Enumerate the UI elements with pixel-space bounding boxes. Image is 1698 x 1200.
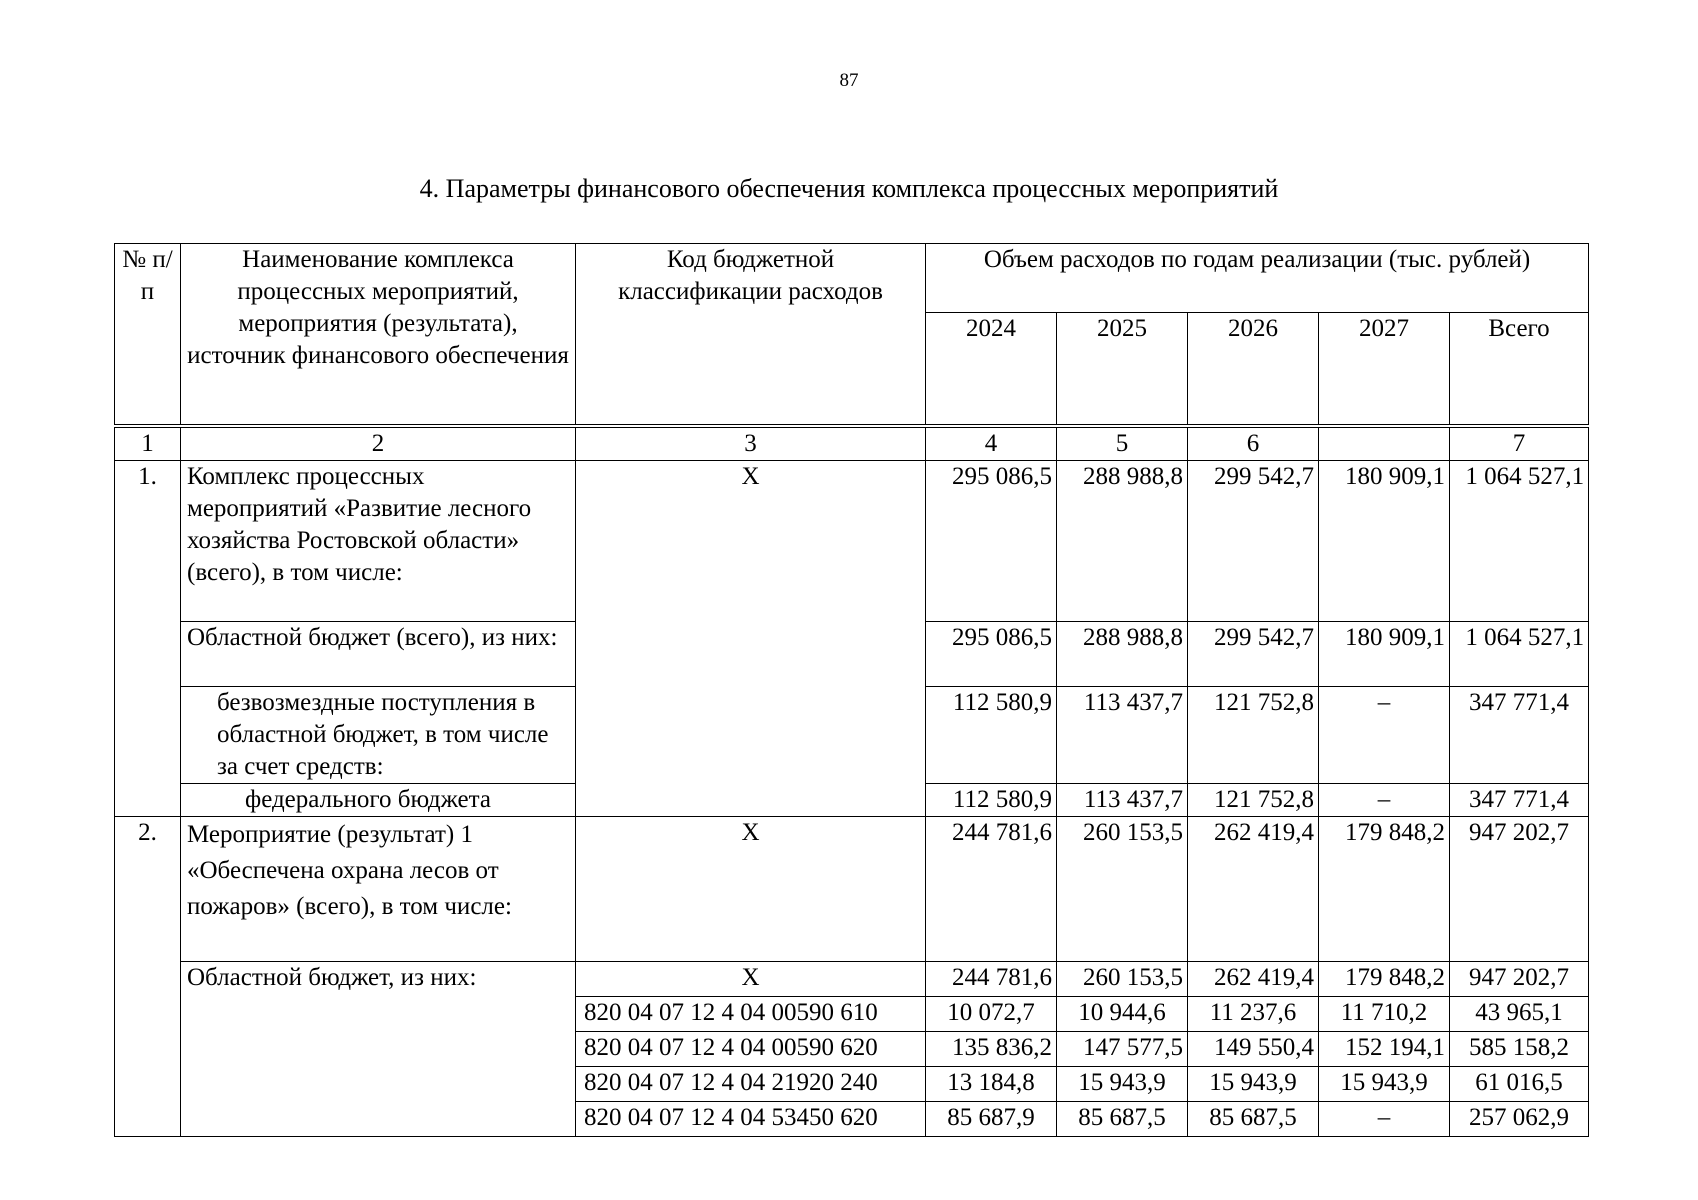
row-number: 1. [115, 461, 181, 817]
value-2026: 85 687,5 [1188, 1102, 1319, 1137]
page-number: 87 [839, 70, 859, 91]
row-code: 820 04 07 12 4 04 21920 240 [576, 1067, 926, 1102]
header-year-2025: 2025 [1057, 313, 1188, 427]
value-2025: 288 988,8 [1057, 622, 1188, 687]
value-2027: 180 909,1 [1319, 461, 1450, 622]
column-number: 6 [1188, 426, 1319, 461]
value-2025: 85 687,5 [1057, 1102, 1188, 1137]
financing-table [114, 243, 1589, 1137]
header-year-2026: 2026 [1188, 313, 1319, 427]
row-code: Х [576, 962, 926, 997]
header-code: Код бюджетной классификации расходов [576, 244, 926, 427]
value-2025: 288 988,8 [1057, 461, 1188, 622]
header-year-2027: 2027 [1319, 313, 1450, 427]
value-total: 947 202,7 [1450, 817, 1589, 962]
value-2026: 262 419,4 [1188, 962, 1319, 997]
column-number: 7 [1450, 426, 1589, 461]
row-code: Х [576, 461, 926, 817]
value-2024: 135 836,2 [926, 1032, 1057, 1067]
table-row [115, 817, 1589, 962]
row-name: безвозмездные поступления в областной бюджет, в том числе за счет средств: [181, 687, 576, 784]
row-name: Областной бюджет, из них: [181, 962, 576, 1137]
column-number: 3 [576, 426, 926, 461]
value-2027: – [1319, 1102, 1450, 1137]
value-2026: 121 752,8 [1188, 687, 1319, 784]
header-row [115, 244, 1589, 313]
value-2027: 15 943,9 [1319, 1067, 1450, 1102]
header-total: Всего [1450, 313, 1589, 427]
column-number: 5 [1057, 426, 1188, 461]
value-2027: 179 848,2 [1319, 817, 1450, 962]
value-2024: 244 781,6 [926, 817, 1057, 962]
value-2027: – [1319, 784, 1450, 817]
value-2025: 15 943,9 [1057, 1067, 1188, 1102]
table-row [115, 461, 1589, 622]
value-2026: 299 542,7 [1188, 461, 1319, 622]
value-2027: 152 194,1 [1319, 1032, 1450, 1067]
section-title: 4. Параметры финансового обеспечения комплекса процессных мероприятий [419, 174, 1279, 203]
row-name: Мероприятие (результат) 1 «Обеспечена охрана лесов от пожаров» (всего), в том числе: [181, 817, 576, 962]
value-2024: 295 086,5 [926, 461, 1057, 622]
table-row [115, 962, 1589, 997]
value-2026: 15 943,9 [1188, 1067, 1319, 1102]
value-2024: 85 687,9 [926, 1102, 1057, 1137]
column-number [1319, 426, 1450, 461]
value-total: 1 064 527,1 [1450, 622, 1589, 687]
column-numbers-row [115, 426, 1589, 461]
value-2024: 13 184,8 [926, 1067, 1057, 1102]
column-number: 2 [181, 426, 576, 461]
header-no: № п/п [115, 244, 181, 427]
value-total: 347 771,4 [1450, 687, 1589, 784]
value-2024: 112 580,9 [926, 784, 1057, 817]
value-2026: 11 237,6 [1188, 997, 1319, 1032]
value-2024: 244 781,6 [926, 962, 1057, 997]
row-name: Комплекс процессных мероприятий «Развитие лесного хозяйства Ростовской области» (всего), в том числе: [181, 461, 576, 622]
value-total: 947 202,7 [1450, 962, 1589, 997]
value-2025: 113 437,7 [1057, 687, 1188, 784]
value-2024: 295 086,5 [926, 622, 1057, 687]
value-total: 43 965,1 [1450, 997, 1589, 1032]
header-volume: Объем расходов по годам реализации (тыс. рублей) [926, 244, 1589, 313]
value-2025: 10 944,6 [1057, 997, 1188, 1032]
value-2025: 260 153,5 [1057, 962, 1188, 997]
row-name: Областной бюджет (всего), из них: [181, 622, 576, 687]
value-2024: 112 580,9 [926, 687, 1057, 784]
row-code: 820 04 07 12 4 04 00590 620 [576, 1032, 926, 1067]
value-total: 1 064 527,1 [1450, 461, 1589, 622]
value-2026: 299 542,7 [1188, 622, 1319, 687]
row-code: Х [576, 817, 926, 962]
value-2027: 11 710,2 [1319, 997, 1450, 1032]
value-2026: 262 419,4 [1188, 817, 1319, 962]
row-code: 820 04 07 12 4 04 53450 620 [576, 1102, 926, 1137]
value-2025: 113 437,7 [1057, 784, 1188, 817]
column-number: 4 [926, 426, 1057, 461]
value-total: 61 016,5 [1450, 1067, 1589, 1102]
row-code: 820 04 07 12 4 04 00590 610 [576, 997, 926, 1032]
row-number: 2. [115, 817, 181, 1137]
value-2025: 260 153,5 [1057, 817, 1188, 962]
header-year-2024: 2024 [926, 313, 1057, 427]
value-2027: 179 848,2 [1319, 962, 1450, 997]
value-2027: – [1319, 687, 1450, 784]
value-total: 257 062,9 [1450, 1102, 1589, 1137]
column-number: 1 [115, 426, 181, 461]
value-2026: 121 752,8 [1188, 784, 1319, 817]
row-name: федерального бюджета [181, 784, 576, 817]
value-total: 347 771,4 [1450, 784, 1589, 817]
value-2024: 10 072,7 [926, 997, 1057, 1032]
value-total: 585 158,2 [1450, 1032, 1589, 1067]
value-2027: 180 909,1 [1319, 622, 1450, 687]
value-2025: 147 577,5 [1057, 1032, 1188, 1067]
header-name: Наименование комплекса процессных мероприятий, мероприятия (результата), источник финансового обеспечения [181, 244, 576, 427]
value-2026: 149 550,4 [1188, 1032, 1319, 1067]
